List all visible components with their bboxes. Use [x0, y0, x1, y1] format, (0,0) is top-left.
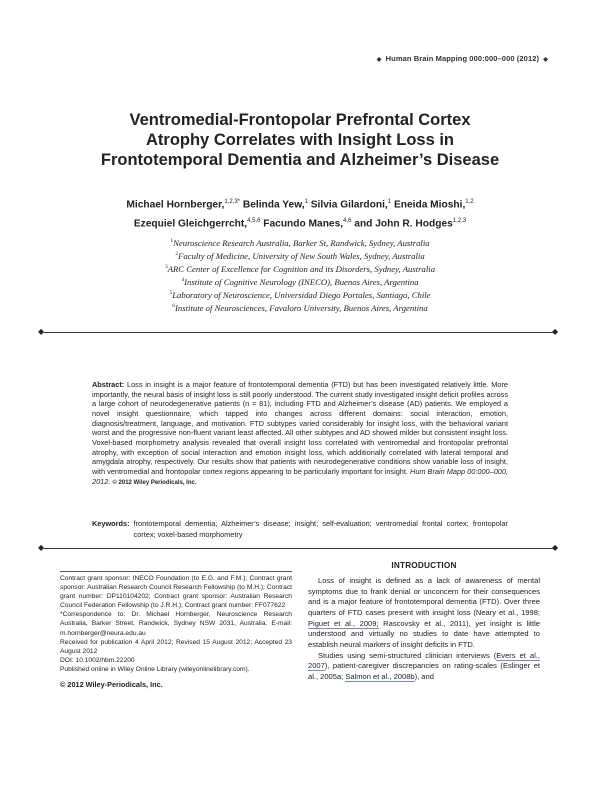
reference-link[interactable]: Salmon et al., 2008b — [345, 671, 415, 681]
affiliation-text: ARC Center of Excellence for Cognition and its Disorders, Sydney, Australia — [167, 264, 436, 275]
paragraph-text: Loss of insight is defined as a lack of awareness of mental symptoms due to frank denial or unconcern for their consequences and is a major feature of frontotemporal dementia (FTD). Over three quarters of FTD cases present with insight loss (Neary et al., 1998; — [308, 576, 540, 617]
author-line — [60, 213, 540, 232]
affiliation-text: Institute of Neurosciences, Favaloro University, Buenos Aires, Argentina — [175, 303, 428, 314]
abstract-citation: Hum Brain Mapp 00:000–000, 2012. — [92, 466, 508, 486]
title-line: Atrophy Correlates with Insight Loss in — [145, 131, 455, 149]
title-line: Ventromedial-Frontopolar Prefrontal Cortex — [129, 111, 471, 129]
keywords-label: Keywords: — [92, 519, 130, 528]
paragraph-text: Rascovsky et al., 2011), yet insight is little understood and virtually no studies to date have attempted to establish neural markers of insight deficits in FTD. — [308, 618, 540, 649]
affiliation-number: 4 — [181, 277, 185, 284]
author-name: Facundo Manes, — [263, 218, 344, 230]
author-name: Belinda Yew, — [242, 199, 305, 211]
running-header-text: Human Brain Mapping 000:000–000 (2012) — [385, 54, 540, 63]
abstract-label: Abstract: — [92, 380, 125, 389]
reference-link[interactable]: Piguet et al., 2009; — [308, 618, 379, 628]
section-heading: INTRODUCTION — [391, 561, 457, 570]
affiliation-number: 5 — [169, 290, 173, 297]
footnote: Published online in Wiley Online Library (wileyonlinelibrary.com). — [60, 665, 250, 673]
running-header — [375, 54, 550, 63]
affiliation — [80, 301, 520, 314]
diamond-icon: ◆ — [552, 327, 559, 336]
paragraph-text: ), patient-caregiver discrepancies on rating-scales (Eslinger et al., 2005a; — [308, 661, 540, 681]
keywords-text: frontotemporal dementia; Alzheimer’s disease; insight; self-evaluation; ventromedial frontal cortex; frontopolar cortex; voxel-based morphometry — [133, 519, 508, 539]
author-affil-sup: 1 — [387, 199, 392, 205]
title-line: Frontotemporal Dementia and Alzheimer’s Disease — [100, 151, 500, 169]
paragraph — [308, 576, 540, 651]
abstract-text: Loss in insight is a major feature of frontotemporal dementia (FTD) but has been investigated relatively little. More importantly, the neural basis of insight loss is still poorly understood. The current study investigated insight deficit profiles across a large cohort of neurodegenerative patients (n = 81), including FTD and Alzheimer’s disease (AD) patients. We employed a novel insight questionnaire, which tapped into changes across different domains: social interaction, emotion, diagnosis/treatment, language, and motivation. FTD subtypes varied considerably for insight loss, with the behavioral variant worst and the progressive non-fluent variant least affected. All other subtypes and AD showed milder but consistent insight loss. Voxel-based morphometry analysis revealed that overall insight loss correlated with ventromedial and frontopolar prefrontal atrophy, with exception of social interaction and emotion insight loss, which additionally correlated with lateral temporal and amygdala atrophy, respectively. Our results show that patients with neurodegenerative conditions show variable loss of insight, with ventromedial and frontopolar cortex regions appearing to be particularly important for insight. — [92, 380, 508, 476]
paragraph — [308, 651, 540, 683]
author-affil-sup: 4,5,6 — [247, 218, 261, 225]
author-affil-sup: 1 — [304, 199, 308, 205]
affiliation-number: 3 — [164, 264, 168, 271]
affiliation-list — [80, 236, 520, 315]
diamond-icon: ◆ — [543, 57, 548, 63]
footnote-rule — [60, 571, 292, 572]
author-name: Michael Hornberger, — [126, 199, 225, 211]
diamond-icon: ◆ — [376, 57, 382, 63]
author-line — [60, 194, 540, 213]
diamond-icon: ◆ — [552, 543, 559, 552]
author-affil-sup: 1,2 — [465, 199, 474, 205]
affiliation-text: Neuroscience Research Australia, Barker St, Randwick, Sydney, Australia — [173, 237, 430, 248]
affiliation — [80, 262, 520, 275]
author-list — [60, 194, 540, 233]
author-name: Ezequiel Gleichgerrcht, — [133, 218, 248, 230]
affiliation — [80, 249, 520, 262]
footnotes — [60, 574, 292, 674]
affiliation — [80, 236, 520, 249]
affiliation-number: 6 — [172, 303, 176, 310]
affiliation — [80, 275, 520, 288]
affiliation-text: Laboratory of Neuroscience, Universidad Diego Portales, Santiago, Chile — [172, 290, 431, 301]
paragraph-text: Studies using semi-structured clinician interviews ( — [318, 650, 497, 660]
paragraph-text: ), and — [414, 671, 434, 681]
reference-link[interactable]: Evers et al., 2007 — [308, 650, 540, 671]
footnote: Received for publication 4 April 2012; Revised 15 August 2012; Accepted 23 August 2012 — [60, 638, 292, 655]
author-name: and John R. Hodges — [354, 218, 453, 230]
affiliation-text: Institute of Cognitive Neurology (INECO), Buenos Aires, Argentina — [184, 277, 419, 288]
keywords — [92, 519, 508, 540]
author-affil-sup: 1,2,3 — [452, 218, 467, 225]
section-divider — [44, 548, 556, 549]
section-divider — [44, 332, 556, 333]
intro-body — [308, 576, 540, 683]
footnote: Contract grant sponsor: INECO Foundation (to E.G. and F.M.); Contract grant sponsor: Australian Research Council Research Fellowship (to M.H.); Contract grant number: DP110104202; Contract grant sponsor: Australian Research Council Federation Fellowship (to J.R.H.); Contract grant number: FF077622 — [60, 575, 292, 610]
diamond-icon: ◆ — [38, 327, 45, 336]
affiliation-text: Faculty of Medicine, University of New South Wales, Sydney, Australia — [178, 250, 425, 261]
footnote: *Correspondence to: Dr. Michael Hornberger, Neuroscience Research Australia, Barker Street, Randwick, Sydney NSW 2031, Australia. E-mail: m.hornberger@neura.edu.au — [60, 611, 292, 637]
abstract-copyright: © 2012 Wiley Periodicals, Inc. — [112, 479, 197, 486]
author-affil-sup: 4,6 — [343, 218, 352, 225]
author-name: Silvia Gilardoni, — [310, 199, 388, 211]
affiliation-number: 1 — [170, 238, 174, 244]
affiliation-number: 2 — [175, 251, 179, 258]
footnote: DOI: 10.1002/hbm.22200 — [60, 656, 135, 664]
paper-title — [0, 110, 600, 170]
affiliation — [80, 288, 520, 301]
author-name: Eneida Mioshi, — [393, 199, 466, 211]
abstract — [92, 380, 508, 488]
author-affil-sup: 1,2,3* — [224, 199, 241, 205]
copyright: © 2012 Wiley-Periodicals, Inc. — [60, 680, 163, 689]
diamond-icon: ◆ — [38, 543, 45, 552]
